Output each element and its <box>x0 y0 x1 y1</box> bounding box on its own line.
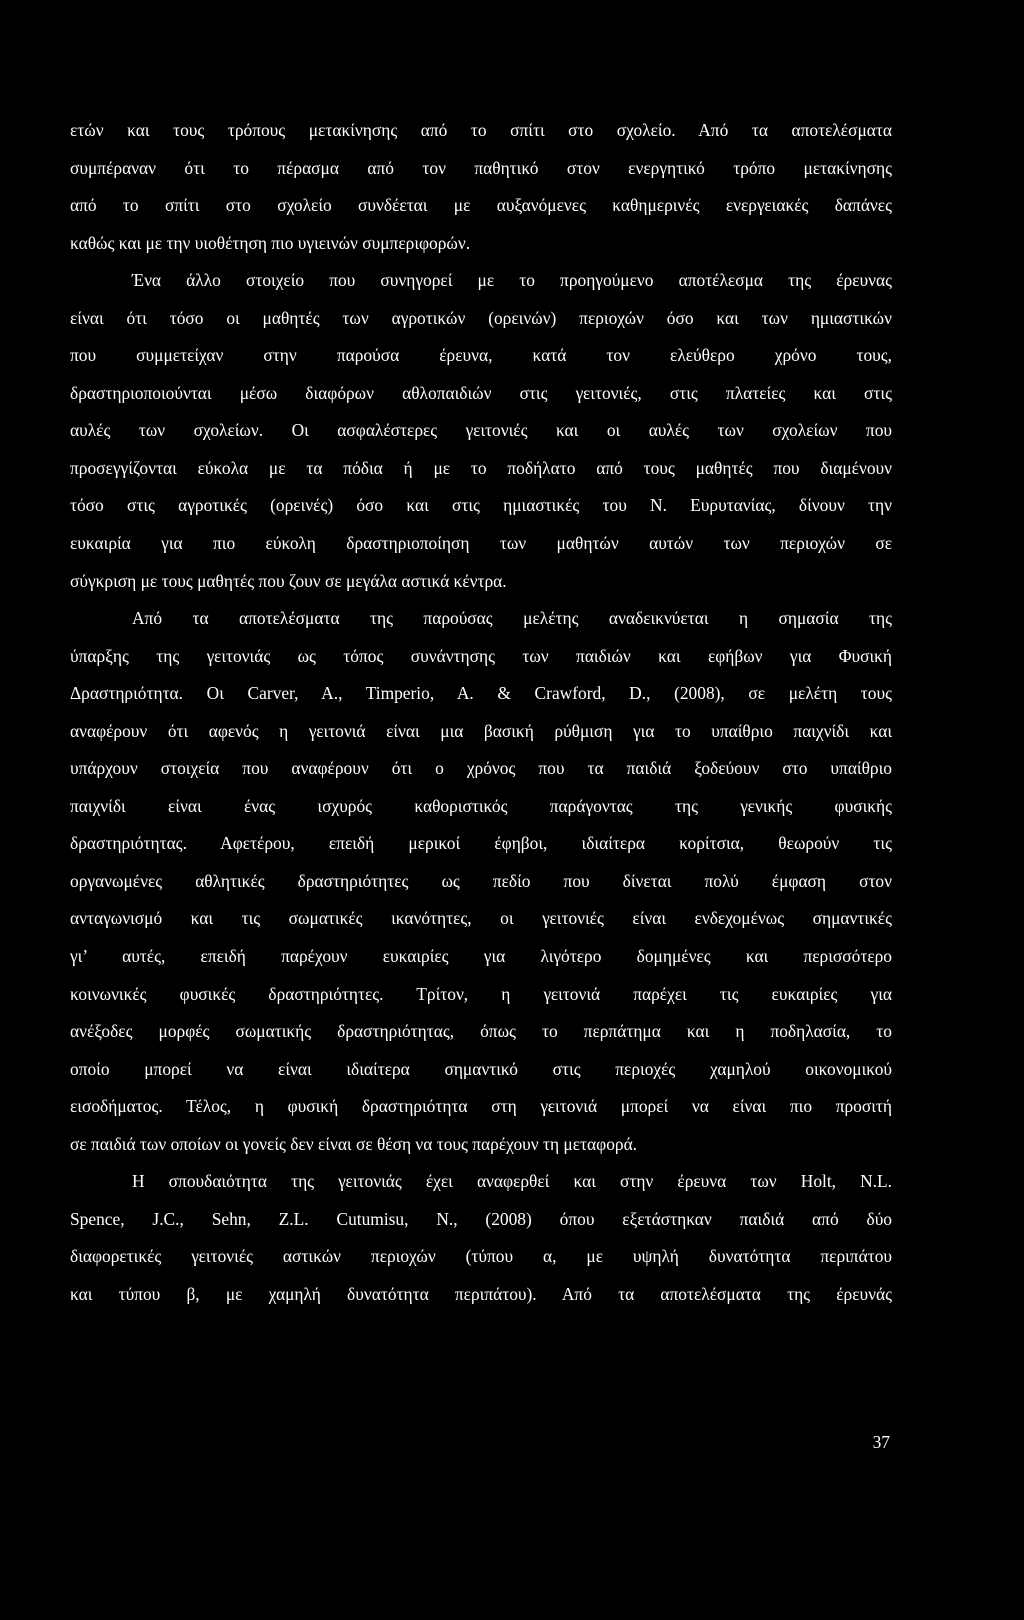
text-line: είναι ότι τόσο οι μαθητές των αγροτικών (ορεινών) περιοχών όσο και των ημιαστικών <box>70 307 892 328</box>
text-line: εισοδήματος. Τέλος, η φυσική δραστηριότητα στη γειτονιά μπορεί να είναι πιο προσιτή <box>70 1096 892 1117</box>
text-line: αναφέρουν ότι αφενός η γειτονιά είναι μια βασική ρύθμιση για το υπαίθριο παιχνίδι και <box>70 720 892 741</box>
text-line: ανέξοδες μορφές σωματικής δραστηριότητας, όπως το περπάτημα και η ποδηλασία, το <box>70 1021 892 1042</box>
text-line: ευκαιρία για πιο εύκολη δραστηριοποίηση των μαθητών αυτών των περιοχών σε <box>70 533 892 554</box>
text-line: παιχνίδι είναι ένας ισχυρός καθοριστικός παράγοντας της γενικής φυσικής <box>70 795 892 816</box>
text-line: και τύπου β, με χαμηλή δυνατότητα περιπάτου). Από τα αποτελέσματα της έρευνάς <box>70 1283 892 1304</box>
text-line: σύγκριση με τους μαθητές που ζουν σε μεγάλα αστικά κέντρα. <box>70 570 507 591</box>
text-line: καθώς και με την υιοθέτηση πιο υγιεινών συμπεριφορών. <box>70 232 471 253</box>
text-line: διαφορετικές γειτονιές αστικών περιοχών (τύπου α, με υψηλή δυνατότητα περιπάτου <box>70 1246 892 1267</box>
text-line: ετών και τους τρόπους μετακίνησης από το σπίτι στο σχολείο. Από τα αποτελέσματα <box>70 120 892 140</box>
text-line: συμπέραναν ότι το πέρασμα από τον παθητικό στον ενεργητικό τρόπο μετακίνησης <box>70 157 892 178</box>
page-number: 37 <box>872 1432 890 1452</box>
text-line: τόσο στις αγροτικές (ορεινές) όσο και στις ημιαστικές του Ν. Ευρυτανίας, δίνουν την <box>70 495 892 516</box>
text-line: γι’ αυτές, επειδή παρέχουν ευκαιρίες για λιγότερο δομημένες και περισσότερο <box>70 946 892 967</box>
text-line: οποίο μπορεί να είναι ιδιαίτερα σημαντικό στις περιοχές χαμηλού οικονομικού <box>70 1058 892 1079</box>
text-line: δραστηριοποιούνται μέσω διαφόρων αθλοπαιδιών στις γειτονιές, στις πλατείες και στις <box>70 382 892 403</box>
text-line: προσεγγίζονται εύκολα με τα πόδια ή με το ποδήλατο από τους μαθητές που διαμένουν <box>70 457 892 478</box>
text-line: από το σπίτι στο σχολείο συνδέεται με αυξανόμενες καθημερινές ενεργειακές δαπάνες <box>70 195 892 216</box>
text-line: υπάρχουν στοιχεία που αναφέρουν ότι ο χρόνος που τα παιδιά ξοδεύουν στο υπαίθριο <box>70 758 892 779</box>
text-line: σε παιδιά των οποίων οι γονείς δεν είναι σε θέση να τους παρέχουν τη μεταφορά. <box>70 1133 638 1154</box>
text-line: αυλές των σχολείων. Οι ασφαλέστερες γειτονιές και οι αυλές των σχολείων που <box>70 420 892 441</box>
text-line: Ένα άλλο στοιχείο που συνηγορεί με το προηγούμενο αποτέλεσμα της έρευνας <box>132 270 892 291</box>
text-line: οργανωμένες αθλητικές δραστηριότητες ως πεδίο που δίνεται πολύ έμφαση στον <box>70 870 892 891</box>
text-line: που συμμετείχαν στην παρούσα έρευνα, κατά τον ελεύθερο χρόνο τους, <box>70 345 892 366</box>
text-line: Η σπουδαιότητα της γειτονιάς έχει αναφερθεί και στην έρευνα των Holt, N.L. <box>132 1171 892 1192</box>
text-line: ύπαρξης της γειτονιάς ως τόπος συνάντησης των παιδιών και εφήβων για Φυσική <box>70 645 892 666</box>
text-line: Δραστηριότητα. Οι Carver, A., Timperio, A. & Crawford, D., (2008), σε μελέτη τους <box>70 683 892 704</box>
text-line: κοινωνικές φυσικές δραστηριότητες. Τρίτον, η γειτονιά παρέχει τις ευκαιρίες για <box>70 983 892 1004</box>
document-body <box>70 112 892 1314</box>
text-line: Από τα αποτελέσματα της παρούσας μελέτης αναδεικνύεται η σημασία της <box>132 608 892 629</box>
text-line: δραστηριότητας. Αφετέρου, επειδή μερικοί έφηβοι, ιδιαίτερα κορίτσια, θεωρούν τις <box>70 833 892 854</box>
text-line: Spence, J.C., Sehn, Z.L. Cutumisu, N., (2008) όπου εξετάστηκαν παιδιά από δύο <box>70 1208 892 1229</box>
text-line: ανταγωνισμό και τις σωματικές ικανότητες, οι γειτονιές είναι ενδεχομένως σημαντικές <box>70 908 892 929</box>
